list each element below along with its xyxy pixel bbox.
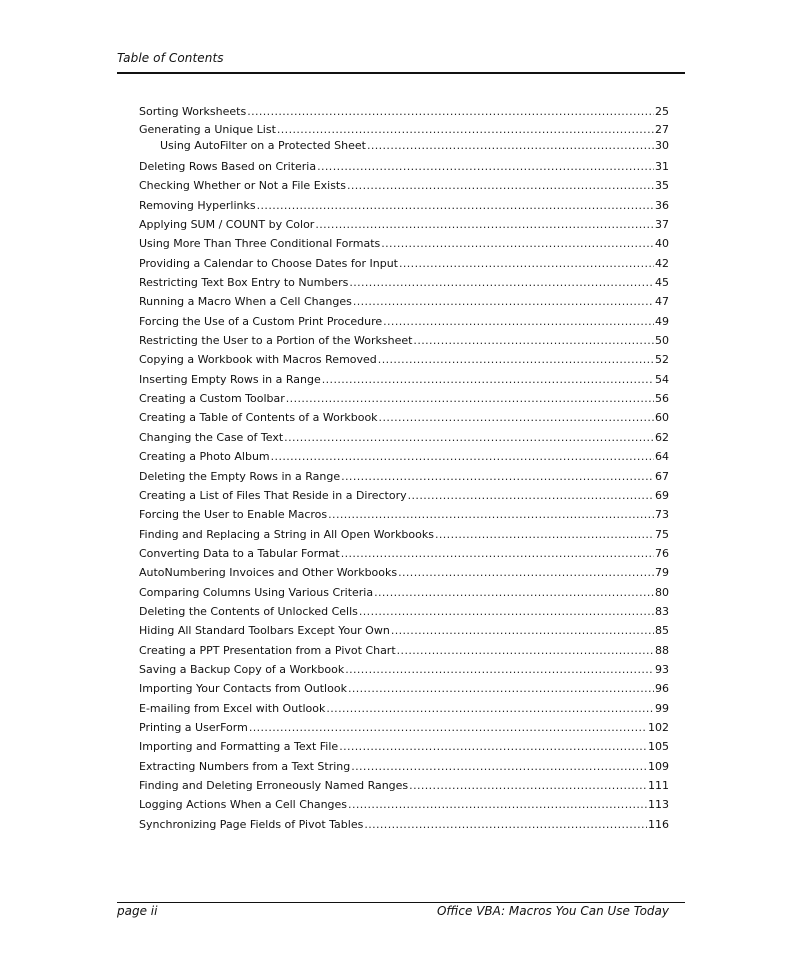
toc-entry-title: Restricting the User to a Portion of the Worksheet bbox=[139, 334, 413, 348]
toc-entry-page: 105 bbox=[648, 740, 669, 754]
toc-entry[interactable] bbox=[139, 292, 669, 311]
toc-entry-title: Removing Hyperlinks bbox=[139, 198, 256, 212]
toc-entry-page: 109 bbox=[648, 759, 669, 773]
toc-dot-leader bbox=[339, 737, 647, 756]
toc-dot-leader bbox=[435, 525, 654, 544]
toc-entry-title: Creating a Photo Album bbox=[139, 450, 270, 464]
toc-entry-title: Generating a Unique List bbox=[139, 123, 276, 137]
toc-dot-leader bbox=[247, 102, 654, 121]
toc-entry-page: 79 bbox=[655, 566, 669, 580]
toc-entry[interactable] bbox=[139, 486, 669, 505]
toc-dot-leader bbox=[413, 331, 654, 350]
toc-entry[interactable] bbox=[139, 273, 669, 292]
toc-entry[interactable] bbox=[139, 660, 669, 679]
toc-dot-leader bbox=[378, 350, 654, 369]
toc-entry[interactable] bbox=[139, 312, 669, 331]
toc-entry-title: Finding and Replacing a String in All Open Workbooks bbox=[139, 527, 434, 541]
toc-entry-page: 42 bbox=[655, 256, 669, 270]
toc-entry-page: 75 bbox=[655, 527, 669, 541]
toc-dot-leader bbox=[257, 196, 654, 215]
toc-entry[interactable] bbox=[139, 795, 669, 814]
toc-dot-leader bbox=[349, 273, 654, 292]
toc-entry[interactable] bbox=[139, 602, 669, 621]
toc-entry-title: Finding and Deleting Erroneously Named Ranges bbox=[139, 779, 409, 792]
toc-entry-page: 31 bbox=[655, 160, 669, 174]
toc-entry[interactable] bbox=[139, 718, 669, 737]
toc-entry-page: 73 bbox=[655, 508, 669, 522]
toc-entry-page: 67 bbox=[655, 469, 669, 483]
toc-dot-leader bbox=[348, 679, 654, 698]
toc-entry-title: Copying a Workbook with Macros Removed bbox=[139, 353, 377, 367]
footer-book-title: Office VBA: Macros You Can Use Today bbox=[436, 904, 669, 918]
toc-dot-leader bbox=[399, 254, 654, 273]
toc-entry[interactable] bbox=[139, 679, 669, 698]
toc-entry[interactable] bbox=[139, 544, 669, 563]
toc-entry-page: 62 bbox=[655, 430, 669, 444]
toc-entry[interactable] bbox=[139, 121, 669, 138]
toc-entry-page: 113 bbox=[648, 798, 669, 812]
toc-entry-title: Checking Whether or Not a File Exists bbox=[139, 179, 346, 193]
toc-entry-page: 116 bbox=[648, 817, 669, 831]
toc-entry[interactable] bbox=[139, 641, 669, 660]
toc-entry-page: 49 bbox=[655, 314, 669, 328]
toc-dot-leader bbox=[284, 428, 654, 447]
toc-entry-page: 47 bbox=[655, 295, 669, 309]
toc-dot-leader bbox=[397, 641, 654, 660]
toc-entry[interactable] bbox=[139, 525, 669, 544]
toc-entry[interactable] bbox=[139, 505, 669, 524]
toc-dot-leader bbox=[374, 583, 654, 602]
toc-entry-title: Forcing the User to Enable Macros bbox=[139, 508, 328, 522]
toc-entry-page: 88 bbox=[655, 643, 669, 657]
toc-entry-title: Changing the Case of Text bbox=[139, 430, 284, 444]
toc-entry-title: Deleting the Contents of Unlocked Cells bbox=[139, 604, 358, 618]
toc-entry-title: Comparing Columns Using Various Criteria bbox=[139, 585, 374, 599]
toc-entry-title: Deleting Rows Based on Criteria bbox=[139, 160, 317, 174]
toc-entry[interactable] bbox=[139, 370, 669, 389]
toc-dot-leader bbox=[409, 776, 647, 795]
toc-entry[interactable] bbox=[139, 467, 669, 486]
toc-entry[interactable] bbox=[139, 757, 669, 776]
toc-entry[interactable] bbox=[139, 254, 669, 273]
toc-dot-leader bbox=[353, 292, 654, 311]
toc-dot-leader bbox=[348, 795, 647, 814]
toc-entry[interactable] bbox=[139, 331, 669, 350]
toc-entry-title: Logging Actions When a Cell Changes bbox=[139, 798, 348, 812]
toc-entry-page: 76 bbox=[655, 546, 669, 560]
toc-entry-title: Creating a List of Files That Reside in a Directory bbox=[139, 488, 407, 502]
toc-dot-leader bbox=[383, 312, 654, 331]
toc-entry-page: 80 bbox=[655, 585, 669, 599]
toc-entry-page: 96 bbox=[655, 682, 669, 696]
toc-entry-page: 111 bbox=[648, 779, 669, 792]
toc-dot-leader bbox=[249, 718, 647, 737]
toc-entry-title: Converting Data to a Tabular Format bbox=[139, 546, 340, 560]
running-header-title: Table of Contents bbox=[117, 51, 224, 65]
toc-dot-leader bbox=[398, 563, 654, 582]
toc-entry-page: 102 bbox=[648, 720, 669, 734]
toc-entry[interactable] bbox=[139, 428, 669, 447]
toc-dot-leader bbox=[408, 486, 654, 505]
toc-entry-page: 45 bbox=[655, 276, 669, 290]
toc-entry-title: Providing a Calendar to Choose Dates for Input bbox=[139, 256, 398, 270]
toc-dot-leader bbox=[347, 176, 654, 195]
toc-entry[interactable] bbox=[139, 737, 669, 756]
toc-entry[interactable] bbox=[139, 447, 669, 466]
toc-entry-title: Printing a UserForm bbox=[139, 720, 248, 734]
toc-dot-leader bbox=[326, 699, 654, 718]
toc-dot-leader bbox=[286, 389, 654, 408]
toc-entry-title: Creating a PPT Presentation from a Pivot Chart bbox=[139, 643, 396, 657]
toc-entry[interactable] bbox=[139, 563, 669, 582]
toc-entry[interactable] bbox=[139, 215, 669, 234]
toc-entry-title: Extracting Numbers from a Text String bbox=[139, 759, 351, 773]
toc-dot-leader bbox=[341, 544, 654, 563]
toc-entry[interactable] bbox=[139, 815, 669, 834]
toc-entry[interactable] bbox=[139, 699, 669, 718]
toc-entry-page: 40 bbox=[655, 237, 669, 251]
toc-entry-page: 35 bbox=[655, 179, 669, 193]
footer-rule bbox=[117, 902, 685, 903]
header-rule bbox=[117, 72, 685, 74]
toc-entry-page: 52 bbox=[655, 353, 669, 367]
toc-entry[interactable] bbox=[139, 621, 669, 640]
toc-entry-title: Creating a Custom Toolbar bbox=[139, 392, 285, 406]
toc-entry-page: 54 bbox=[655, 372, 669, 386]
toc-entry-page: 60 bbox=[655, 411, 669, 425]
toc-entry[interactable] bbox=[139, 389, 669, 408]
toc-entry[interactable] bbox=[139, 196, 669, 215]
toc-entry-title: Importing Your Contacts from Outlook bbox=[139, 682, 347, 696]
toc-entry-title: Restricting Text Box Entry to Numbers bbox=[139, 276, 349, 290]
toc-entry-title: Using More Than Three Conditional Formats bbox=[139, 237, 381, 251]
toc-entry-title: Running a Macro When a Cell Changes bbox=[139, 295, 352, 309]
toc-dot-leader bbox=[315, 215, 654, 234]
toc-dot-leader bbox=[271, 447, 654, 466]
toc-entry-page: 69 bbox=[655, 488, 669, 502]
toc-entry-title: AutoNumbering Invoices and Other Workbooks bbox=[139, 566, 398, 580]
toc-entry-page: 25 bbox=[655, 105, 669, 118]
toc-entry-page: 99 bbox=[655, 701, 669, 715]
toc-entry[interactable] bbox=[139, 154, 669, 176]
toc-entry[interactable] bbox=[139, 138, 669, 155]
toc-entry-page: 27 bbox=[655, 123, 669, 137]
toc-entry[interactable] bbox=[139, 102, 669, 121]
toc-dot-leader bbox=[391, 621, 654, 640]
toc-dot-leader bbox=[381, 234, 654, 253]
toc-dot-leader bbox=[364, 815, 647, 834]
toc-dot-leader bbox=[359, 602, 654, 621]
toc-entry-page: 50 bbox=[655, 334, 669, 348]
toc-entry-page: 93 bbox=[655, 662, 669, 676]
toc-dot-leader bbox=[367, 138, 654, 155]
table-of-contents bbox=[139, 102, 669, 834]
toc-entry[interactable] bbox=[139, 408, 669, 427]
toc-dot-leader bbox=[328, 505, 654, 524]
toc-entry[interactable] bbox=[139, 350, 669, 369]
toc-entry-page: 37 bbox=[655, 218, 669, 232]
footer-page-number: page ii bbox=[117, 904, 158, 918]
toc-entry-page: 85 bbox=[655, 624, 669, 638]
toc-entry-title: Hiding All Standard Toolbars Except Your Own bbox=[139, 624, 390, 638]
toc-entry-title: E-mailing from Excel with Outlook bbox=[139, 701, 326, 715]
toc-entry-page: 36 bbox=[655, 198, 669, 212]
toc-entry[interactable] bbox=[139, 176, 669, 195]
toc-entry-page: 56 bbox=[655, 392, 669, 406]
toc-entry-title: Sorting Worksheets bbox=[139, 105, 247, 118]
toc-entry-page: 83 bbox=[655, 604, 669, 618]
toc-entry-title: Inserting Empty Rows in a Range bbox=[139, 372, 321, 386]
toc-entry-page: 64 bbox=[655, 450, 669, 464]
toc-entry-title: Creating a Table of Contents of a Workbook bbox=[139, 411, 378, 425]
toc-entry-title: Saving a Backup Copy of a Workbook bbox=[139, 662, 345, 676]
toc-entry-title: Using AutoFilter on a Protected Sheet bbox=[160, 138, 366, 152]
toc-dot-leader bbox=[379, 408, 654, 427]
toc-entry-title: Forcing the Use of a Custom Print Procedure bbox=[139, 314, 383, 328]
toc-dot-leader bbox=[322, 370, 654, 389]
toc-dot-leader bbox=[345, 660, 654, 679]
toc-dot-leader bbox=[351, 757, 647, 776]
toc-dot-leader bbox=[277, 121, 654, 139]
toc-entry-title: Applying SUM / COUNT by Color bbox=[139, 218, 315, 232]
toc-entry-title: Importing and Formatting a Text File bbox=[139, 740, 339, 754]
toc-entry[interactable] bbox=[139, 583, 669, 602]
toc-dot-leader bbox=[341, 467, 654, 486]
toc-entry-title: Synchronizing Page Fields of Pivot Tables bbox=[139, 817, 364, 831]
toc-entry-title: Deleting the Empty Rows in a Range bbox=[139, 469, 341, 483]
toc-entry-page: 30 bbox=[655, 138, 669, 152]
toc-entry[interactable] bbox=[139, 234, 669, 253]
toc-entry[interactable] bbox=[139, 776, 669, 795]
